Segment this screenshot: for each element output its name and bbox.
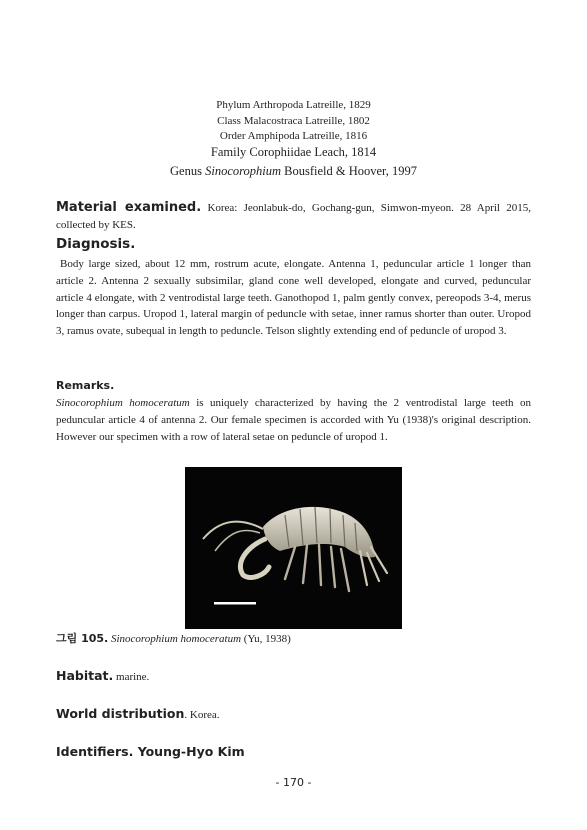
identifiers-heading: Identifiers.: [56, 744, 134, 759]
diagnosis-text: Body large sized, about 12 mm, rostrum acute, elongate. Antenna 1, peduncular article 1 longer than article 2. Antenna 2 sexually subsimilar, gland cone well developed, elongate and curved, peduncular article 4 elongate, with 2 ventrodistal large teeth. Ganothopod 1, palm gently convex, pereopods 3-4, merus longer than carpus. Uropod 1, lateral margin of peduncle with setae, inner ramus shorter than outer. Uropod 3, ramus ovate, subequal in length to peduncle. Telson slightly extending end of peduncle of uropod 3.: [56, 258, 531, 338]
family-name: Corophiidae Leach, 1814: [246, 144, 377, 159]
world-distribution-heading: World distribution: [56, 706, 185, 721]
class-line: Class Malacostraca Latreille, 1802: [217, 114, 370, 127]
family-label: Family: [210, 144, 247, 159]
identifiers-text: Young-Hyo Kim: [133, 744, 245, 759]
genus-authority: Bousfield & Hoover, 1997: [281, 164, 417, 178]
amphipod-image: [185, 467, 402, 629]
habitat-line: [56, 668, 531, 686]
phylum-line: Phylum Arthropoda Latreille, 1829: [216, 99, 371, 111]
page-number: - 170 -: [275, 776, 312, 789]
figure-author: (Yu, 1938): [241, 633, 291, 645]
remarks-text: [56, 395, 531, 445]
material-heading: Material examined.: [56, 200, 202, 215]
world-distribution-text: . Korea.: [184, 709, 220, 721]
world-distribution-line: [56, 706, 531, 724]
material-text: Korea: Jeonlabuk-do, Gochang-gun, Simwon-myeon. 28 April 2015, collected by KES.: [56, 202, 531, 231]
diagnosis-heading: Diagnosis.: [56, 236, 136, 252]
figure-species: Sinocorophium homoceratum: [110, 633, 242, 645]
remarks-heading: Remarks.: [56, 379, 115, 392]
genus-name: Sinocorophium: [205, 164, 282, 178]
order-line: Order Amphipoda Latreille, 1816: [219, 130, 368, 142]
figure-caption: [56, 631, 531, 648]
genus-line: [0, 164, 587, 180]
figure-label: 그림 105.: [56, 632, 109, 645]
family-line: [0, 145, 587, 161]
remarks-species: Sinocorophium homoceratum: [56, 397, 190, 409]
genus-label: Genus: [170, 164, 206, 178]
material-examined: [56, 200, 531, 234]
habitat-text: marine.: [113, 671, 150, 683]
identifiers-line: [56, 744, 531, 762]
habitat-heading: Habitat.: [56, 668, 114, 683]
taxonomy-header: [0, 98, 587, 180]
specimen-photo: [185, 467, 402, 629]
remarks-body: is uniquely characterized by having the 2 ventrodistal large teeth on peduncular article 4 of antenna 2. Our female specimen is accorded with Yu (1938)'s original description. However our specimen with a row of lateral setae on peduncle of uropod 1.: [56, 397, 531, 443]
